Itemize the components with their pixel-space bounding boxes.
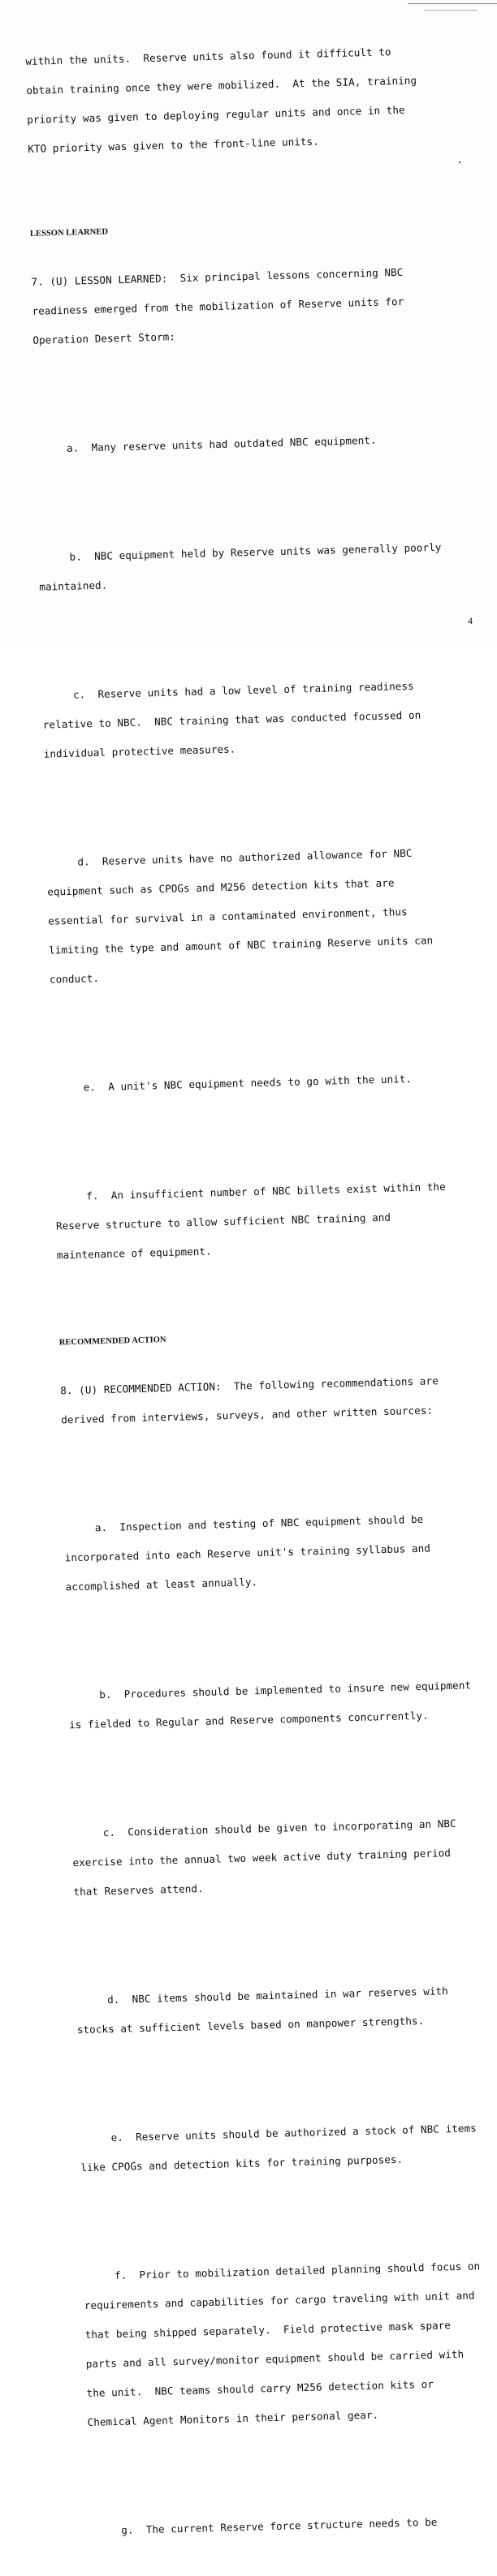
text-line: requirements and capabilities for cargo traveling with unit and xyxy=(84,2289,475,2312)
document-body xyxy=(24,7,497,2575)
text-line: c. Consideration should be given to incorporating an NBC xyxy=(71,1817,456,1840)
text-line: accomplished at least annually. xyxy=(65,1576,258,1593)
lesson-item-d xyxy=(45,828,456,1004)
text-line: maintenance of equipment. xyxy=(56,1245,212,1262)
text-line: KTO priority was given to the front-line units. xyxy=(28,135,320,155)
text-line: incorporated into each Reserve unit's training syllabus and xyxy=(64,1542,431,1564)
text-line: Reserve structure to allow sufficient NBC training and xyxy=(55,1211,391,1232)
action-item-c xyxy=(71,1799,480,1916)
text-line: b. Procedures should be implemented to insure new equipment xyxy=(67,1679,472,1702)
action-item-d xyxy=(76,1966,483,2054)
lesson-item-f xyxy=(54,1162,463,1279)
text-line: the unit. NBC teams should carry M256 detection kits or xyxy=(86,2377,434,2399)
lesson-item-c xyxy=(41,661,450,779)
intro-paragraph xyxy=(25,27,434,174)
text-line: equipment such as CPOGs and M256 detection kits that are xyxy=(47,876,395,898)
top-rule-short xyxy=(424,10,478,11)
action-item-a xyxy=(63,1494,472,1611)
text-line: g. The current Reserve force structure needs to be xyxy=(89,2515,438,2537)
text-line: 8. (U) RECOMMENDED ACTION: The following recommendations are xyxy=(60,1374,439,1397)
action-item-b xyxy=(67,1661,475,1749)
text-line: parts and all survey/monitor equipment should be carried with xyxy=(85,2347,465,2371)
text-line: b. NBC equipment held by Reserve units was generally poorly xyxy=(38,540,442,564)
text-line: e. Reserve units should be authorized a stock of NBC items xyxy=(80,2122,477,2145)
text-line: e. A unit's NBC equipment needs to go with the unit. xyxy=(52,1072,413,1094)
lesson-item-a xyxy=(35,415,442,474)
action-intro-paragraph xyxy=(60,1356,468,1444)
text-line: exercise into the annual two week active duty training period xyxy=(72,1847,452,1869)
recommended-action-heading: RECOMMENDED ACTION xyxy=(58,1335,166,1348)
text-line: d. NBC items should be maintained in war reserves with xyxy=(76,1985,448,2007)
text-line: is fielded to Regular and Reserve components concurrently. xyxy=(68,1709,429,1731)
text-line: limiting the type and amount of NBC training Reserve units can xyxy=(48,934,434,957)
action-item-e xyxy=(80,2104,487,2192)
text-line: c. Reserve units had a low level of training readiness xyxy=(41,679,414,702)
text-line: that being shipped separately. Field protective mask spare xyxy=(84,2319,452,2342)
lesson-learned-heading: LESSON LEARNED xyxy=(29,227,109,239)
action-item-g xyxy=(89,2496,496,2556)
text-line: a. Inspection and testing of NBC equipment should be xyxy=(63,1512,424,1535)
action-item-f xyxy=(83,2242,494,2447)
text-line: f. An insufficient number of NBC billets exist within the xyxy=(54,1180,446,1203)
text-line: within the units. Reserve units also found it difficult to xyxy=(25,45,391,67)
text-line: Chemical Agent Monitors in their personal gear. xyxy=(87,2408,379,2428)
text-line: f. Prior to mobilization detailed planning should focus on xyxy=(83,2260,481,2283)
lesson-item-e xyxy=(52,1053,459,1112)
text-line: 7. (U) LESSON LEARNED: Six principal lessons concerning NBC xyxy=(31,265,404,288)
text-line: d. Reserve units have no authorized allowance for NBC xyxy=(46,846,413,869)
text-line: maintained. xyxy=(39,578,108,593)
text-line: derived from interviews, surveys, and other written sources: xyxy=(61,1404,434,1426)
text-line: Operation Desert Storm: xyxy=(32,330,176,346)
text-line: individual protective measures. xyxy=(43,742,236,760)
text-line: stocks at sufficient levels based on manpower strengths. xyxy=(76,2014,425,2036)
lesson-item-b xyxy=(38,523,446,612)
text-line: obtain training once they were mobilized. At the SIA, training xyxy=(26,74,417,97)
text-line: priority was given to deploying regular units and once in the xyxy=(27,103,405,126)
text-line: conduct. xyxy=(49,971,100,986)
text-line: readiness emerged from the mobilization of Reserve units for xyxy=(32,295,404,317)
top-rule xyxy=(408,3,497,4)
lesson-intro-paragraph xyxy=(31,247,439,365)
text-line: a. Many reserve units had outdated NBC equipment. xyxy=(35,433,377,455)
text-line: like CPOGs and detection kits for training purposes. xyxy=(80,2152,404,2174)
scan-speck xyxy=(459,161,460,163)
text-line: relative to NBC. NBC training that was conducted focussed on xyxy=(42,708,421,731)
page-number: 4 xyxy=(468,615,473,626)
text-line: that Reserves attend. xyxy=(73,1882,204,1899)
text-line: essential for survival in a contaminated environment, thus xyxy=(47,905,408,927)
